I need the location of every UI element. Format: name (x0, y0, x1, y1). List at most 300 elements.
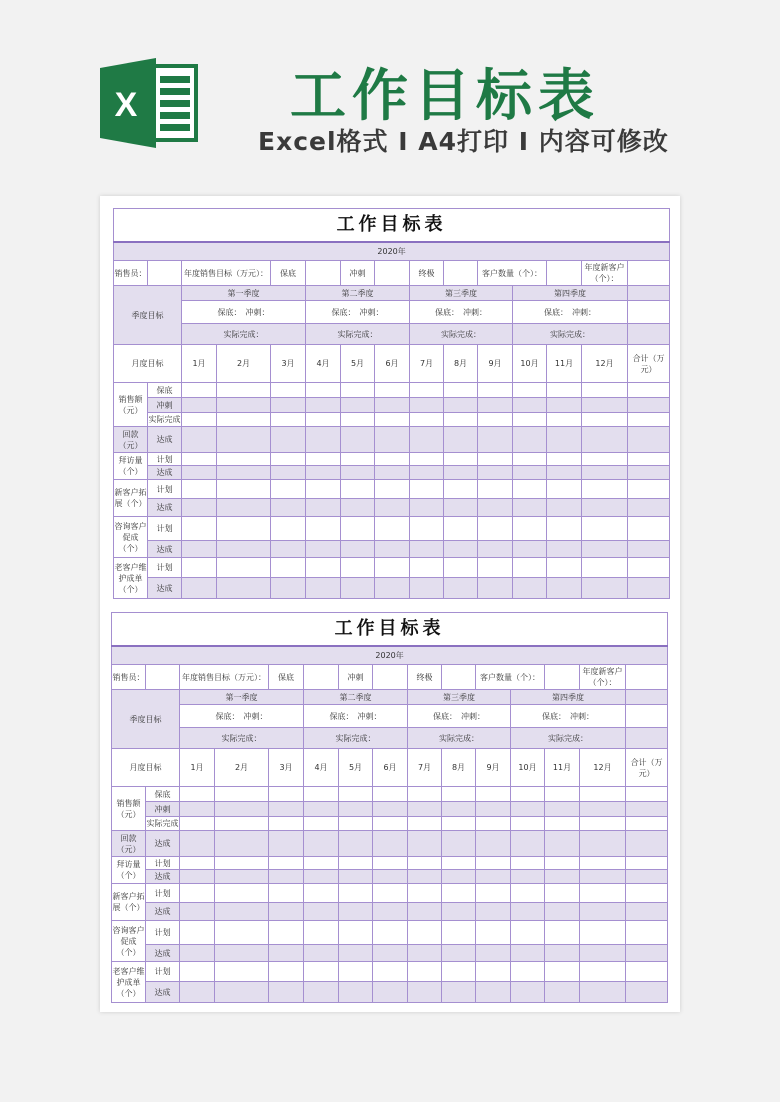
input-cell[interactable] (271, 466, 306, 480)
input-cell[interactable] (375, 517, 410, 541)
input-cell[interactable] (373, 962, 408, 982)
input-cell[interactable] (545, 787, 580, 802)
input-cell[interactable] (341, 466, 375, 480)
input-cell[interactable] (442, 831, 476, 857)
input-cell[interactable] (545, 962, 580, 982)
input-cell[interactable] (269, 921, 304, 945)
input-cell[interactable] (628, 383, 670, 398)
input-cell[interactable] (511, 787, 545, 802)
input-cell[interactable] (513, 453, 547, 466)
input-cell[interactable] (182, 517, 217, 541)
input-cell[interactable] (339, 962, 373, 982)
input-cell[interactable] (626, 728, 668, 749)
input-cell[interactable] (182, 427, 217, 453)
input-cell[interactable] (373, 857, 408, 870)
input-cell[interactable] (375, 453, 410, 466)
input-cell[interactable] (582, 558, 628, 578)
input-cell[interactable] (339, 787, 373, 802)
input-cell[interactable] (478, 398, 513, 413)
input-cell[interactable] (628, 541, 670, 558)
input-cell[interactable] (511, 831, 545, 857)
input-cell[interactable] (182, 578, 217, 599)
input-cell[interactable] (626, 665, 668, 690)
input-cell[interactable] (547, 517, 582, 541)
input-cell[interactable] (373, 870, 408, 884)
input-cell[interactable] (215, 787, 269, 802)
input-cell[interactable] (271, 517, 306, 541)
input-cell[interactable] (339, 921, 373, 945)
input-cell[interactable] (444, 499, 478, 517)
input-cell[interactable] (628, 261, 670, 286)
input-cell[interactable] (269, 857, 304, 870)
input-cell[interactable] (478, 578, 513, 599)
input-cell[interactable] (628, 301, 670, 324)
input-cell[interactable] (580, 962, 626, 982)
input-cell[interactable] (341, 578, 375, 599)
input-cell[interactable] (478, 499, 513, 517)
input-cell[interactable] (513, 466, 547, 480)
input-cell[interactable] (271, 398, 306, 413)
input-cell[interactable] (408, 884, 442, 903)
input-cell[interactable] (306, 541, 341, 558)
input-cell[interactable] (547, 383, 582, 398)
input-cell[interactable] (442, 884, 476, 903)
input-cell[interactable] (341, 398, 375, 413)
input-cell[interactable] (408, 802, 442, 817)
input-cell[interactable] (547, 558, 582, 578)
input-cell[interactable] (511, 945, 545, 962)
input-cell[interactable] (476, 903, 511, 921)
input-cell[interactable] (271, 413, 306, 427)
input-cell[interactable] (547, 413, 582, 427)
input-cell[interactable] (582, 517, 628, 541)
input-cell[interactable] (408, 857, 442, 870)
input-cell[interactable] (269, 903, 304, 921)
input-cell[interactable] (628, 286, 670, 301)
input-cell[interactable] (182, 541, 217, 558)
input-cell[interactable] (304, 817, 339, 831)
input-cell[interactable] (511, 884, 545, 903)
input-cell[interactable] (306, 261, 341, 286)
input-cell[interactable] (373, 945, 408, 962)
input-cell[interactable] (271, 427, 306, 453)
input-cell[interactable] (215, 962, 269, 982)
input-cell[interactable] (180, 945, 215, 962)
input-cell[interactable] (373, 982, 408, 1003)
input-cell[interactable] (215, 802, 269, 817)
input-cell[interactable] (580, 921, 626, 945)
input-cell[interactable] (410, 466, 444, 480)
input-cell[interactable] (476, 831, 511, 857)
input-cell[interactable] (217, 398, 271, 413)
input-cell[interactable] (217, 558, 271, 578)
input-cell[interactable] (442, 945, 476, 962)
input-cell[interactable] (478, 383, 513, 398)
input-cell[interactable] (217, 427, 271, 453)
input-cell[interactable] (304, 903, 339, 921)
input-cell[interactable] (304, 884, 339, 903)
input-cell[interactable] (341, 517, 375, 541)
input-cell[interactable] (182, 413, 217, 427)
input-cell[interactable] (215, 903, 269, 921)
input-cell[interactable] (580, 802, 626, 817)
input-cell[interactable] (304, 945, 339, 962)
input-cell[interactable] (269, 802, 304, 817)
input-cell[interactable] (513, 517, 547, 541)
input-cell[interactable] (444, 453, 478, 466)
input-cell[interactable] (341, 383, 375, 398)
input-cell[interactable] (180, 857, 215, 870)
input-cell[interactable] (269, 870, 304, 884)
input-cell[interactable] (626, 870, 668, 884)
input-cell[interactable] (375, 427, 410, 453)
input-cell[interactable] (408, 870, 442, 884)
input-cell[interactable] (444, 480, 478, 499)
input-cell[interactable] (180, 982, 215, 1003)
input-cell[interactable] (410, 499, 444, 517)
input-cell[interactable] (626, 802, 668, 817)
input-cell[interactable] (341, 480, 375, 499)
input-cell[interactable] (373, 831, 408, 857)
input-cell[interactable] (626, 921, 668, 945)
input-cell[interactable] (304, 857, 339, 870)
input-cell[interactable] (511, 921, 545, 945)
input-cell[interactable] (442, 921, 476, 945)
input-cell[interactable] (410, 517, 444, 541)
input-cell[interactable] (375, 413, 410, 427)
input-cell[interactable] (628, 499, 670, 517)
input-cell[interactable] (547, 453, 582, 466)
input-cell[interactable] (339, 817, 373, 831)
input-cell[interactable] (511, 962, 545, 982)
input-cell[interactable] (628, 558, 670, 578)
input-cell[interactable] (408, 962, 442, 982)
input-cell[interactable] (442, 962, 476, 982)
input-cell[interactable] (444, 578, 478, 599)
input-cell[interactable] (180, 884, 215, 903)
input-cell[interactable] (271, 480, 306, 499)
input-cell[interactable] (410, 383, 444, 398)
input-cell[interactable] (269, 831, 304, 857)
input-cell[interactable] (410, 413, 444, 427)
input-cell[interactable] (547, 466, 582, 480)
input-cell[interactable] (444, 541, 478, 558)
input-cell[interactable] (373, 817, 408, 831)
input-cell[interactable] (545, 884, 580, 903)
input-cell[interactable] (408, 817, 442, 831)
input-cell[interactable] (582, 541, 628, 558)
input-cell[interactable] (580, 817, 626, 831)
input-cell[interactable] (375, 558, 410, 578)
input-cell[interactable] (545, 870, 580, 884)
input-cell[interactable] (580, 903, 626, 921)
input-cell[interactable] (182, 466, 217, 480)
input-cell[interactable] (628, 517, 670, 541)
input-cell[interactable] (217, 517, 271, 541)
input-cell[interactable] (511, 982, 545, 1003)
input-cell[interactable] (341, 427, 375, 453)
input-cell[interactable] (513, 413, 547, 427)
input-cell[interactable] (545, 921, 580, 945)
input-cell[interactable] (375, 261, 410, 286)
input-cell[interactable] (476, 962, 511, 982)
input-cell[interactable] (304, 665, 339, 690)
input-cell[interactable] (215, 945, 269, 962)
input-cell[interactable] (580, 787, 626, 802)
input-cell[interactable] (513, 541, 547, 558)
input-cell[interactable] (442, 787, 476, 802)
input-cell[interactable] (306, 413, 341, 427)
input-cell[interactable] (476, 945, 511, 962)
input-cell[interactable] (626, 787, 668, 802)
input-cell[interactable] (271, 453, 306, 466)
input-cell[interactable] (444, 558, 478, 578)
input-cell[interactable] (582, 413, 628, 427)
input-cell[interactable] (478, 427, 513, 453)
input-cell[interactable] (375, 480, 410, 499)
input-cell[interactable] (217, 453, 271, 466)
input-cell[interactable] (545, 945, 580, 962)
input-cell[interactable] (148, 261, 182, 286)
input-cell[interactable] (478, 558, 513, 578)
input-cell[interactable] (215, 831, 269, 857)
input-cell[interactable] (373, 802, 408, 817)
input-cell[interactable] (306, 499, 341, 517)
input-cell[interactable] (217, 466, 271, 480)
input-cell[interactable] (626, 982, 668, 1003)
input-cell[interactable] (304, 787, 339, 802)
input-cell[interactable] (545, 817, 580, 831)
input-cell[interactable] (269, 982, 304, 1003)
input-cell[interactable] (217, 541, 271, 558)
input-cell[interactable] (628, 453, 670, 466)
input-cell[interactable] (545, 665, 580, 690)
input-cell[interactable] (217, 413, 271, 427)
input-cell[interactable] (180, 787, 215, 802)
input-cell[interactable] (513, 578, 547, 599)
input-cell[interactable] (410, 541, 444, 558)
input-cell[interactable] (408, 921, 442, 945)
input-cell[interactable] (626, 962, 668, 982)
input-cell[interactable] (146, 665, 180, 690)
input-cell[interactable] (375, 466, 410, 480)
input-cell[interactable] (339, 945, 373, 962)
input-cell[interactable] (339, 884, 373, 903)
input-cell[interactable] (182, 499, 217, 517)
input-cell[interactable] (442, 903, 476, 921)
input-cell[interactable] (582, 453, 628, 466)
input-cell[interactable] (580, 982, 626, 1003)
input-cell[interactable] (444, 383, 478, 398)
input-cell[interactable] (442, 870, 476, 884)
input-cell[interactable] (444, 398, 478, 413)
input-cell[interactable] (306, 383, 341, 398)
input-cell[interactable] (339, 831, 373, 857)
input-cell[interactable] (511, 903, 545, 921)
input-cell[interactable] (626, 903, 668, 921)
input-cell[interactable] (180, 903, 215, 921)
input-cell[interactable] (180, 962, 215, 982)
input-cell[interactable] (547, 541, 582, 558)
input-cell[interactable] (476, 870, 511, 884)
input-cell[interactable] (444, 427, 478, 453)
input-cell[interactable] (545, 903, 580, 921)
input-cell[interactable] (626, 884, 668, 903)
input-cell[interactable] (511, 870, 545, 884)
input-cell[interactable] (373, 921, 408, 945)
input-cell[interactable] (304, 962, 339, 982)
input-cell[interactable] (306, 517, 341, 541)
input-cell[interactable] (306, 466, 341, 480)
input-cell[interactable] (410, 480, 444, 499)
input-cell[interactable] (339, 857, 373, 870)
input-cell[interactable] (217, 578, 271, 599)
input-cell[interactable] (476, 802, 511, 817)
input-cell[interactable] (580, 884, 626, 903)
input-cell[interactable] (478, 413, 513, 427)
input-cell[interactable] (628, 413, 670, 427)
input-cell[interactable] (410, 398, 444, 413)
input-cell[interactable] (341, 541, 375, 558)
input-cell[interactable] (271, 558, 306, 578)
input-cell[interactable] (476, 982, 511, 1003)
input-cell[interactable] (304, 831, 339, 857)
input-cell[interactable] (269, 787, 304, 802)
input-cell[interactable] (580, 831, 626, 857)
input-cell[interactable] (304, 802, 339, 817)
input-cell[interactable] (580, 857, 626, 870)
input-cell[interactable] (511, 857, 545, 870)
input-cell[interactable] (306, 578, 341, 599)
input-cell[interactable] (215, 884, 269, 903)
input-cell[interactable] (339, 982, 373, 1003)
input-cell[interactable] (215, 817, 269, 831)
input-cell[interactable] (444, 466, 478, 480)
input-cell[interactable] (341, 413, 375, 427)
input-cell[interactable] (182, 558, 217, 578)
input-cell[interactable] (180, 921, 215, 945)
input-cell[interactable] (375, 398, 410, 413)
input-cell[interactable] (442, 982, 476, 1003)
input-cell[interactable] (339, 903, 373, 921)
input-cell[interactable] (513, 480, 547, 499)
input-cell[interactable] (582, 499, 628, 517)
input-cell[interactable] (217, 499, 271, 517)
input-cell[interactable] (304, 921, 339, 945)
input-cell[interactable] (545, 982, 580, 1003)
input-cell[interactable] (339, 870, 373, 884)
input-cell[interactable] (547, 480, 582, 499)
input-cell[interactable] (547, 398, 582, 413)
input-cell[interactable] (375, 578, 410, 599)
input-cell[interactable] (582, 398, 628, 413)
input-cell[interactable] (408, 945, 442, 962)
input-cell[interactable] (339, 802, 373, 817)
input-cell[interactable] (408, 903, 442, 921)
input-cell[interactable] (375, 541, 410, 558)
input-cell[interactable] (341, 499, 375, 517)
input-cell[interactable] (582, 427, 628, 453)
input-cell[interactable] (478, 541, 513, 558)
input-cell[interactable] (410, 427, 444, 453)
input-cell[interactable] (215, 870, 269, 884)
input-cell[interactable] (269, 945, 304, 962)
input-cell[interactable] (182, 398, 217, 413)
input-cell[interactable] (373, 665, 408, 690)
input-cell[interactable] (547, 499, 582, 517)
input-cell[interactable] (513, 398, 547, 413)
input-cell[interactable] (306, 398, 341, 413)
input-cell[interactable] (513, 427, 547, 453)
input-cell[interactable] (547, 261, 582, 286)
input-cell[interactable] (442, 857, 476, 870)
input-cell[interactable] (408, 787, 442, 802)
input-cell[interactable] (271, 541, 306, 558)
input-cell[interactable] (628, 480, 670, 499)
input-cell[interactable] (545, 802, 580, 817)
input-cell[interactable] (478, 480, 513, 499)
input-cell[interactable] (408, 831, 442, 857)
input-cell[interactable] (476, 787, 511, 802)
input-cell[interactable] (476, 884, 511, 903)
input-cell[interactable] (375, 499, 410, 517)
input-cell[interactable] (580, 870, 626, 884)
input-cell[interactable] (476, 857, 511, 870)
input-cell[interactable] (478, 466, 513, 480)
input-cell[interactable] (306, 427, 341, 453)
input-cell[interactable] (628, 398, 670, 413)
input-cell[interactable] (513, 383, 547, 398)
input-cell[interactable] (626, 690, 668, 705)
input-cell[interactable] (215, 857, 269, 870)
input-cell[interactable] (442, 802, 476, 817)
input-cell[interactable] (582, 578, 628, 599)
input-cell[interactable] (513, 558, 547, 578)
input-cell[interactable] (476, 921, 511, 945)
input-cell[interactable] (375, 383, 410, 398)
input-cell[interactable] (217, 480, 271, 499)
input-cell[interactable] (180, 831, 215, 857)
input-cell[interactable] (269, 884, 304, 903)
input-cell[interactable] (513, 499, 547, 517)
input-cell[interactable] (444, 517, 478, 541)
input-cell[interactable] (271, 578, 306, 599)
input-cell[interactable] (306, 453, 341, 466)
input-cell[interactable] (478, 517, 513, 541)
input-cell[interactable] (269, 962, 304, 982)
input-cell[interactable] (180, 817, 215, 831)
input-cell[interactable] (408, 982, 442, 1003)
input-cell[interactable] (545, 857, 580, 870)
input-cell[interactable] (373, 884, 408, 903)
input-cell[interactable] (582, 466, 628, 480)
input-cell[interactable] (373, 787, 408, 802)
input-cell[interactable] (182, 453, 217, 466)
input-cell[interactable] (444, 413, 478, 427)
input-cell[interactable] (341, 453, 375, 466)
input-cell[interactable] (215, 921, 269, 945)
input-cell[interactable] (626, 945, 668, 962)
input-cell[interactable] (269, 817, 304, 831)
input-cell[interactable] (478, 453, 513, 466)
input-cell[interactable] (626, 817, 668, 831)
input-cell[interactable] (547, 427, 582, 453)
input-cell[interactable] (444, 261, 478, 286)
input-cell[interactable] (582, 480, 628, 499)
input-cell[interactable] (306, 558, 341, 578)
input-cell[interactable] (271, 383, 306, 398)
input-cell[interactable] (410, 558, 444, 578)
